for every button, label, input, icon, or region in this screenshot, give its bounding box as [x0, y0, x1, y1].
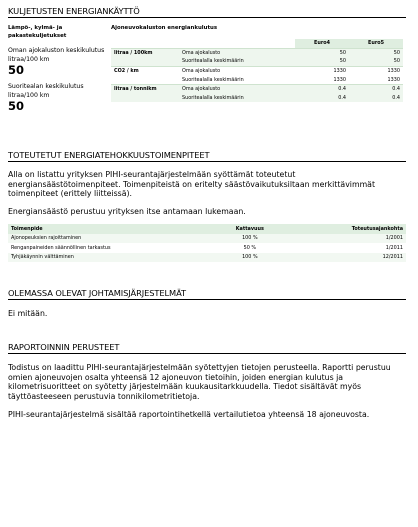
- euro4-value: 0.4: [295, 84, 349, 93]
- table-row: [111, 57, 403, 66]
- measures-intro-paragraph: Alla on listattu yrityksen PIHI-seurantajärjestelmään syöttämät toteutetut energiansäästötoimenpiteet. Toimenpiteistä on eritelty säästövaikutuksiltaan merkittävimmät toimenpiteet (erittely liitteissä).: [8, 170, 376, 198]
- row-label: Oma ajokalusto: [179, 66, 295, 75]
- euro5-value: 0.4: [349, 94, 403, 103]
- row-label: Oma ajokalusto: [179, 48, 295, 57]
- column-header-euro5: Euro5: [349, 39, 403, 48]
- fleet-consumption-panel: [111, 24, 403, 102]
- euro5-value: 0.4: [349, 84, 403, 93]
- measure-date: 12/2011: [286, 253, 406, 263]
- euro4-value: 0.4: [295, 94, 349, 103]
- measure-coverage: 100 %: [214, 234, 286, 244]
- reporting-basis-paragraph: Todistus on laadittu PIHI-seurantajärjestelmään syötettyjen tietojen perusteella. Raportti perustuu omien ajoneuvojen osalta yhteensä 12 ajoneuvon tietoihin, joiden energian kulutus ja kilometrisuoritteet on syötetty järjestelmään kuukausitarkkuudella. Tiedot sisältävät myös täyttöasteeseen perustuvia tonnikilometritietoja.: [8, 363, 391, 401]
- section-title-management-systems: OLEMASSA OLEVAT JOHTAMISJÄRJESTELMÄT: [8, 288, 406, 300]
- group-label: litraa / tonnikm: [111, 84, 179, 93]
- table-row: [111, 48, 403, 57]
- measures-basis-paragraph: Energiansäästö perustuu yrityksen itse antamaan lukemaan.: [8, 206, 246, 216]
- reference-data-paragraph: PIHI-seurantajärjestelmä sisältää raportointihetkellä vertailutietoa yhteensä 18 ajoneuvosta.: [8, 410, 370, 419]
- row-label: Suoritealalla keskimäärin: [179, 57, 295, 66]
- measure-coverage: 100 %: [214, 253, 286, 263]
- euro5-value: 50: [349, 57, 403, 66]
- section-reporting-basis: [8, 342, 406, 420]
- section-title-reporting-basis: RAPORTOINNIN PERUSTEET: [8, 342, 406, 354]
- euro5-value: 1330: [349, 66, 403, 75]
- group-label: litraa / 100km: [111, 48, 179, 57]
- table-row: [8, 234, 406, 244]
- group-label: CO2 / km: [111, 66, 179, 75]
- table-row: [111, 75, 403, 84]
- own-fleet-average-label: Oman ajokaluston keskikulutus litraa/100 km: [8, 47, 105, 63]
- section-title-efficiency-measures: TOTEUTETUT ENERGIATEHOKKUUSTOIMENPITEET: [8, 150, 406, 162]
- own-fleet-average-value: 50: [8, 63, 25, 77]
- section-title-energy-use: KULJETUSTEN ENERGIANKÄYTTÖ: [8, 6, 406, 18]
- sector-average-value: 50: [8, 99, 25, 113]
- section-energy-use: [8, 6, 406, 113]
- measure-name: Renganpaineiden säännöllinen tarkastus: [8, 243, 214, 253]
- column-header-measure: Toimenpide: [8, 224, 214, 234]
- section-management-systems: [8, 288, 406, 319]
- table-row: [111, 94, 403, 103]
- sector-average-label: Suoritealan keskikulutus litraa/100 km: [8, 83, 84, 99]
- euro4-value: 1330: [295, 75, 349, 84]
- column-header-date: Toteutusajankohta: [286, 224, 406, 234]
- row-label: Suoritealalla keskimäärin: [179, 75, 295, 84]
- table-row: [111, 66, 403, 75]
- fleet-consumption-table: [111, 39, 403, 102]
- table-row: [8, 253, 406, 263]
- column-header-coverage: Kattavuus: [214, 224, 286, 234]
- fleet-consumption-title: Ajoneuvokaluston energiankulutus: [111, 25, 218, 31]
- column-header-euro4: Euro4: [295, 39, 349, 48]
- measure-date: 1/2011: [286, 243, 406, 253]
- euro5-value: 1330: [349, 75, 403, 84]
- transport-category-label: Lämpö-, kylmä- ja pakastekuljetukset: [8, 25, 67, 39]
- row-label: Suoritealalla keskimäärin: [179, 94, 295, 103]
- table-row: [8, 243, 406, 253]
- table-row: [111, 84, 403, 93]
- measures-table: [8, 224, 406, 262]
- measure-date: 1/2001: [286, 234, 406, 244]
- measure-name: Ajonopeuksien rajoittaminen: [8, 234, 214, 244]
- euro5-value: 50: [349, 48, 403, 57]
- euro4-value: 50: [295, 48, 349, 57]
- average-consumption-panel: [8, 24, 108, 112]
- euro4-value: 50: [295, 57, 349, 66]
- measure-name: Tyhjäkäynnin välttäminen: [8, 253, 214, 263]
- section-efficiency-measures: [8, 150, 406, 262]
- euro4-value: 1330: [295, 66, 349, 75]
- measure-coverage: 50 %: [214, 243, 286, 253]
- row-label: Oma ajokalusto: [179, 84, 295, 93]
- management-systems-text: Ei mitään.: [8, 309, 48, 318]
- table-header-row: [8, 224, 406, 234]
